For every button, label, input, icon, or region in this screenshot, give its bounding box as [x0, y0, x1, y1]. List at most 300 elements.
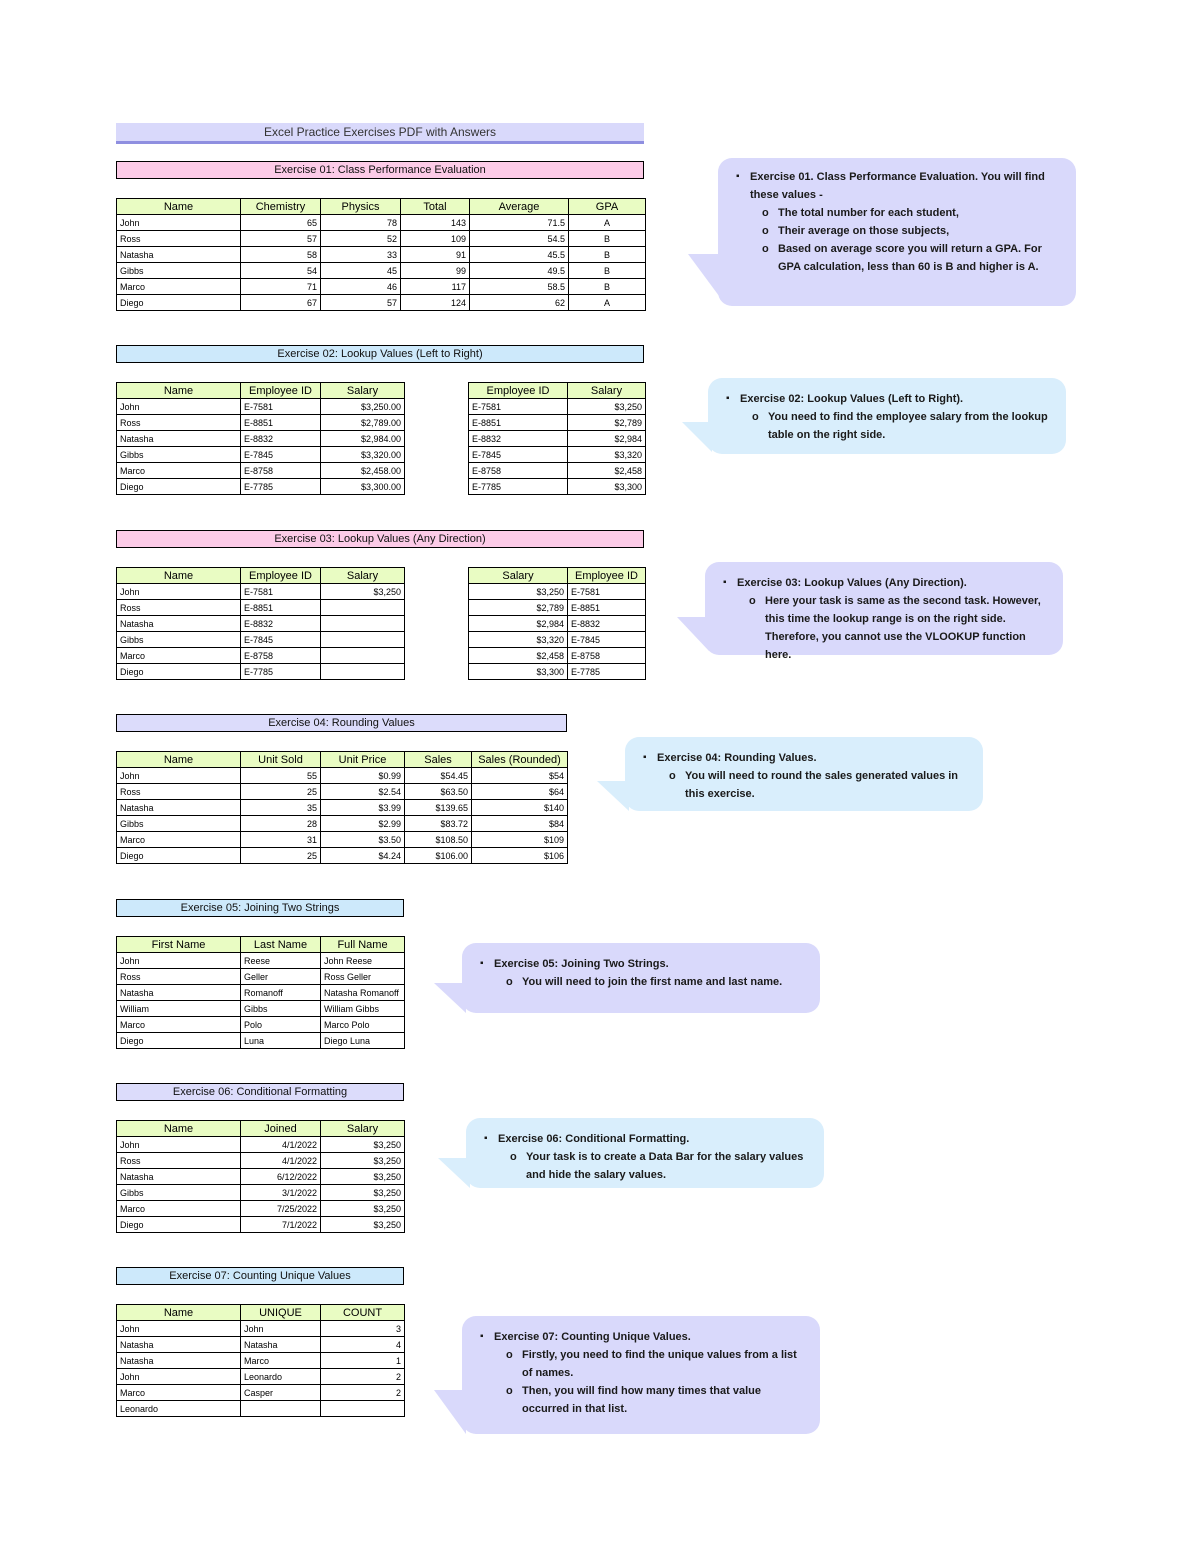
cell[interactable]: A — [569, 215, 646, 231]
cell[interactable]: 25 — [241, 784, 321, 800]
cell[interactable]: Geller — [241, 969, 321, 985]
cell[interactable]: 62 — [470, 295, 569, 311]
cell[interactable]: 67 — [241, 295, 321, 311]
table-row — [117, 784, 568, 800]
cell[interactable]: Gibbs — [117, 632, 241, 648]
cell[interactable]: E-8832 — [241, 616, 321, 632]
cell[interactable]: E-7845 — [241, 632, 321, 648]
callout-bullet — [657, 749, 967, 803]
cell[interactable]: 4/1/2022 — [241, 1137, 321, 1153]
exercise-01-callout — [718, 158, 1076, 306]
cell[interactable]: 54.5 — [470, 231, 569, 247]
cell[interactable]: E-7581 — [469, 399, 568, 415]
table-row — [117, 1369, 405, 1385]
callout-item: o Your task is to create a Data Bar for the salary values and hide the salary values. — [526, 1148, 808, 1184]
column-header: Unit Sold — [241, 752, 321, 768]
callout-item: o Their average on those subjects, — [778, 222, 1060, 240]
cell[interactable]: $3,320 — [469, 632, 568, 648]
cell[interactable]: John — [117, 1321, 241, 1337]
cell[interactable]: E-8851 — [241, 600, 321, 616]
callout-item: o Then, you will find how many times that value occurred in that list. — [522, 1382, 804, 1418]
cell[interactable]: E-8832 — [469, 431, 568, 447]
cell[interactable]: $106 — [472, 848, 568, 864]
cell[interactable]: Natasha — [117, 616, 241, 632]
cell[interactable]: 31 — [241, 832, 321, 848]
callout-tail — [434, 983, 466, 1013]
column-header: Unit Price — [321, 752, 405, 768]
cell[interactable]: Natasha — [117, 985, 241, 1001]
table-row — [117, 1185, 405, 1201]
cell[interactable]: 99 — [401, 263, 470, 279]
cell[interactable]: $0.99 — [321, 768, 405, 784]
exercise-01-table — [116, 198, 646, 311]
cell[interactable]: E-7785 — [469, 479, 568, 495]
cell[interactable]: Natasha — [117, 1169, 241, 1185]
column-header: Joined — [241, 1121, 321, 1137]
table-row — [117, 632, 405, 648]
table-row — [117, 848, 568, 864]
cell[interactable]: Gibbs — [117, 816, 241, 832]
callout-item: o You need to find the employee salary from the lookup table on the right side. — [768, 408, 1050, 444]
cell[interactable]: E-7845 — [241, 447, 321, 463]
cell[interactable]: Natasha — [117, 247, 241, 263]
cell[interactable]: $3,250 — [469, 584, 568, 600]
callout-item: o You will need to join the first name and last name. — [522, 973, 804, 991]
cell[interactable]: 33 — [321, 247, 401, 263]
cell[interactable]: E-7785 — [568, 664, 646, 680]
table-row — [117, 953, 405, 969]
callout-title: Exercise 03: Lookup Values (Any Direction). — [737, 577, 967, 589]
cell[interactable]: E-8832 — [241, 431, 321, 447]
table-row — [117, 463, 405, 479]
cell[interactable]: $2,458 — [568, 463, 646, 479]
cell[interactable]: 4/1/2022 — [241, 1153, 321, 1169]
cell[interactable] — [321, 648, 405, 664]
cell[interactable]: Marco — [117, 1017, 241, 1033]
table-row — [469, 399, 646, 415]
cell[interactable]: Ross — [117, 415, 241, 431]
cell[interactable]: $106.00 — [405, 848, 472, 864]
exercise-03-table — [116, 567, 405, 680]
cell[interactable]: 58.5 — [470, 279, 569, 295]
cell[interactable]: 2 — [321, 1369, 405, 1385]
cell[interactable]: Ross — [117, 231, 241, 247]
cell[interactable]: 52 — [321, 231, 401, 247]
cell[interactable]: B — [569, 231, 646, 247]
cell[interactable]: 109 — [401, 231, 470, 247]
callout-tail — [677, 617, 709, 651]
cell[interactable]: 49.5 — [470, 263, 569, 279]
cell[interactable]: Ross — [117, 969, 241, 985]
column-header: Salary — [321, 383, 405, 399]
cell[interactable]: $2,789 — [469, 600, 568, 616]
cell[interactable]: $2,789 — [568, 415, 646, 431]
cell[interactable]: 78 — [321, 215, 401, 231]
cell[interactable] — [321, 1401, 405, 1417]
cell[interactable]: 6/12/2022 — [241, 1169, 321, 1185]
cell[interactable]: $2.54 — [321, 784, 405, 800]
cell[interactable]: 57 — [321, 295, 401, 311]
cell[interactable]: $83.72 — [405, 816, 472, 832]
cell[interactable]: $3,250 — [321, 1137, 405, 1153]
cell[interactable]: Romanoff — [241, 985, 321, 1001]
column-header: Name — [117, 568, 241, 584]
cell[interactable]: B — [569, 247, 646, 263]
callout-bullet — [498, 1130, 808, 1184]
table-row — [117, 1033, 405, 1049]
cell[interactable]: E-8758 — [469, 463, 568, 479]
column-header: Last Name — [241, 937, 321, 953]
cell[interactable]: $3,300.00 — [321, 479, 405, 495]
cell[interactable]: Natasha — [117, 1353, 241, 1369]
table-row — [117, 832, 568, 848]
cell[interactable]: 4 — [321, 1337, 405, 1353]
column-header: Salary — [321, 1121, 405, 1137]
cell[interactable]: Diego — [117, 664, 241, 680]
cell[interactable]: $3.99 — [321, 800, 405, 816]
cell[interactable]: Ross — [117, 784, 241, 800]
cell[interactable]: 45.5 — [470, 247, 569, 263]
cell[interactable]: 54 — [241, 263, 321, 279]
table-row — [117, 1137, 405, 1153]
cell[interactable]: Diego — [117, 1217, 241, 1233]
callout-tail — [434, 1390, 466, 1434]
callout-title: Exercise 02: Lookup Values (Left to Right). — [740, 393, 964, 405]
callout-title: Exercise 06: Conditional Formatting. — [498, 1133, 690, 1145]
cell[interactable] — [321, 632, 405, 648]
cell[interactable]: Marco — [117, 1201, 241, 1217]
callout-title: Exercise 07: Counting Unique Values. — [494, 1331, 691, 1343]
cell[interactable]: Natasha Romanoff — [321, 985, 405, 1001]
cell[interactable]: 28 — [241, 816, 321, 832]
exercise-07-header: Exercise 07: Counting Unique Values — [116, 1267, 404, 1285]
cell[interactable]: 3 — [321, 1321, 405, 1337]
table-row — [469, 463, 646, 479]
cell[interactable]: $3.50 — [321, 832, 405, 848]
cell[interactable]: $4.24 — [321, 848, 405, 864]
table-row — [117, 1201, 405, 1217]
cell[interactable]: $3,250 — [321, 584, 405, 600]
column-header: Name — [117, 1121, 241, 1137]
cell[interactable]: Diego — [117, 295, 241, 311]
exercise-04-table — [116, 751, 568, 864]
table-row — [469, 431, 646, 447]
column-header: Physics — [321, 199, 401, 215]
cell[interactable]: $2,458 — [469, 648, 568, 664]
exercise-03-callout — [705, 562, 1063, 661]
cell[interactable] — [321, 664, 405, 680]
cell[interactable]: Luna — [241, 1033, 321, 1049]
cell[interactable]: 46 — [321, 279, 401, 295]
cell[interactable]: John Reese — [321, 953, 405, 969]
column-header: Employee ID — [469, 383, 568, 399]
exercise-07-table — [116, 1304, 405, 1417]
cell[interactable]: Marco — [117, 1385, 241, 1401]
column-header: Salary — [321, 568, 405, 584]
cell[interactable]: John — [117, 584, 241, 600]
cell[interactable]: Marco — [241, 1353, 321, 1369]
cell[interactable]: 7/1/2022 — [241, 1217, 321, 1233]
table-row — [117, 664, 405, 680]
cell[interactable]: E-8832 — [568, 616, 646, 632]
table-row — [117, 616, 405, 632]
cell[interactable]: $2,984 — [469, 616, 568, 632]
table-row — [117, 231, 646, 247]
exercise-06-table — [116, 1120, 405, 1233]
table-row — [469, 648, 646, 664]
callout-item: o The total number for each student, — [778, 204, 1060, 222]
table-row — [469, 632, 646, 648]
cell[interactable]: $2.99 — [321, 816, 405, 832]
callout-title: Exercise 05: Joining Two Strings. — [494, 958, 669, 970]
cell[interactable]: $108.50 — [405, 832, 472, 848]
cell[interactable]: Marco — [117, 463, 241, 479]
cell[interactable]: $2,984.00 — [321, 431, 405, 447]
cell[interactable]: $63.50 — [405, 784, 472, 800]
cell[interactable]: $54.45 — [405, 768, 472, 784]
cell[interactable]: 55 — [241, 768, 321, 784]
exercise-04-header: Exercise 04: Rounding Values — [116, 714, 567, 732]
cell[interactable]: E-7845 — [469, 447, 568, 463]
column-header: Employee ID — [568, 568, 646, 584]
cell[interactable]: E-8758 — [241, 648, 321, 664]
callout-bullet — [750, 168, 1060, 276]
table-row — [117, 1385, 405, 1401]
cell[interactable]: E-7845 — [568, 632, 646, 648]
cell[interactable]: $3,250 — [568, 399, 646, 415]
cell[interactable]: Natasha — [117, 800, 241, 816]
cell[interactable]: $2,984 — [568, 431, 646, 447]
cell[interactable]: Reese — [241, 953, 321, 969]
cell[interactable]: Ross — [117, 600, 241, 616]
cell[interactable]: 71.5 — [470, 215, 569, 231]
exercise-05-callout — [462, 943, 820, 1013]
table-row — [117, 1401, 405, 1417]
cell[interactable]: E-7581 — [241, 399, 321, 415]
cell[interactable]: E-7581 — [241, 584, 321, 600]
cell[interactable]: $3,250 — [321, 1169, 405, 1185]
cell[interactable]: $2,789.00 — [321, 415, 405, 431]
cell[interactable]: $2,458.00 — [321, 463, 405, 479]
table-row — [117, 816, 568, 832]
cell[interactable]: William Gibbs — [321, 1001, 405, 1017]
cell[interactable]: $54 — [472, 768, 568, 784]
cell[interactable]: $3,320 — [568, 447, 646, 463]
cell[interactable] — [321, 616, 405, 632]
table-row — [117, 1153, 405, 1169]
table-row — [117, 969, 405, 985]
cell[interactable]: 143 — [401, 215, 470, 231]
callout-bullet — [494, 1328, 804, 1418]
cell[interactable]: E-8758 — [568, 648, 646, 664]
table-row — [117, 800, 568, 816]
cell[interactable]: Marco — [117, 648, 241, 664]
table-row — [117, 584, 405, 600]
column-header: UNIQUE — [241, 1305, 321, 1321]
cell[interactable]: 65 — [241, 215, 321, 231]
callout-bullet — [737, 574, 1047, 664]
cell[interactable]: 57 — [241, 231, 321, 247]
cell[interactable]: $3,250 — [321, 1153, 405, 1169]
cell[interactable]: Gibbs — [117, 447, 241, 463]
cell[interactable]: Marco — [117, 279, 241, 295]
cell[interactable]: Polo — [241, 1017, 321, 1033]
cell[interactable]: Gibbs — [241, 1001, 321, 1017]
cell[interactable]: Ross Geller — [321, 969, 405, 985]
cell[interactable]: $3,300 — [469, 664, 568, 680]
page-title: Excel Practice Exercises PDF with Answers — [116, 123, 644, 144]
callout-tail — [682, 422, 712, 452]
table-row — [117, 1017, 405, 1033]
table-row — [469, 616, 646, 632]
cell[interactable]: Natasha — [241, 1337, 321, 1353]
cell[interactable]: 3/1/2022 — [241, 1185, 321, 1201]
table-row — [117, 768, 568, 784]
column-header: Sales — [405, 752, 472, 768]
exercise-05-header: Exercise 05: Joining Two Strings — [116, 899, 404, 917]
exercise-02-table — [116, 382, 405, 495]
cell[interactable]: John — [117, 1137, 241, 1153]
cell[interactable] — [321, 600, 405, 616]
exercise-04-callout — [625, 737, 983, 811]
column-header: Chemistry — [241, 199, 321, 215]
callout-item: o You will need to round the sales generated values in this exercise. — [685, 767, 967, 803]
cell[interactable]: Marco — [117, 832, 241, 848]
cell[interactable]: 71 — [241, 279, 321, 295]
table-row — [117, 279, 646, 295]
cell[interactable]: Casper — [241, 1385, 321, 1401]
cell[interactable]: Leonardo — [241, 1369, 321, 1385]
table-row — [469, 664, 646, 680]
cell[interactable]: John — [117, 953, 241, 969]
column-header: GPA — [569, 199, 646, 215]
cell[interactable]: Diego — [117, 479, 241, 495]
table-row — [117, 1321, 405, 1337]
cell[interactable]: $3,250.00 — [321, 399, 405, 415]
cell[interactable]: John — [117, 768, 241, 784]
cell[interactable]: $64 — [472, 784, 568, 800]
cell[interactable]: 25 — [241, 848, 321, 864]
cell[interactable]: John — [241, 1321, 321, 1337]
table-row — [469, 584, 646, 600]
callout-bullet — [740, 390, 1050, 444]
table-row — [117, 295, 646, 311]
table-row — [117, 399, 405, 415]
cell[interactable]: Marco Polo — [321, 1017, 405, 1033]
cell[interactable]: 7/25/2022 — [241, 1201, 321, 1217]
table-row — [469, 479, 646, 495]
cell[interactable]: Natasha — [117, 431, 241, 447]
cell[interactable]: Diego — [117, 1033, 241, 1049]
cell[interactable]: Natasha — [117, 1337, 241, 1353]
cell[interactable]: $84 — [472, 816, 568, 832]
cell[interactable]: 58 — [241, 247, 321, 263]
cell[interactable]: John — [117, 215, 241, 231]
table-row — [117, 415, 405, 431]
column-header: Salary — [469, 568, 568, 584]
table-row — [117, 648, 405, 664]
cell[interactable]: $3,300 — [568, 479, 646, 495]
cell[interactable]: $3,250 — [321, 1201, 405, 1217]
table-row — [117, 215, 646, 231]
cell[interactable]: 1 — [321, 1353, 405, 1369]
column-header: Name — [117, 752, 241, 768]
table-row — [117, 431, 405, 447]
column-header: Total — [401, 199, 470, 215]
cell[interactable]: E-8851 — [568, 600, 646, 616]
cell[interactable]: $139.65 — [405, 800, 472, 816]
column-header: Average — [470, 199, 569, 215]
table-row — [117, 479, 405, 495]
table-row — [469, 447, 646, 463]
cell[interactable]: E-7581 — [568, 584, 646, 600]
cell[interactable]: Diego — [117, 848, 241, 864]
table-row — [117, 447, 405, 463]
table-row — [469, 415, 646, 431]
cell[interactable]: E-8851 — [241, 415, 321, 431]
column-header: COUNT — [321, 1305, 405, 1321]
cell[interactable]: E-8851 — [469, 415, 568, 431]
cell[interactable]: E-7785 — [241, 479, 321, 495]
table-row — [117, 1353, 405, 1369]
exercise-02-callout — [708, 378, 1066, 454]
cell[interactable]: A — [569, 295, 646, 311]
table-row — [117, 1217, 405, 1233]
column-header: First Name — [117, 937, 241, 953]
cell[interactable]: E-7785 — [241, 664, 321, 680]
cell[interactable]: John — [117, 399, 241, 415]
cell[interactable]: $3,250 — [321, 1217, 405, 1233]
exercise-05-table — [116, 936, 405, 1049]
cell[interactable]: John — [117, 1369, 241, 1385]
cell[interactable]: $140 — [472, 800, 568, 816]
callout-title: Exercise 04: Rounding Values. — [657, 752, 817, 764]
cell[interactable] — [241, 1401, 321, 1417]
cell[interactable]: 45 — [321, 263, 401, 279]
cell[interactable]: B — [569, 263, 646, 279]
cell[interactable]: Gibbs — [117, 263, 241, 279]
cell[interactable]: Diego Luna — [321, 1033, 405, 1049]
cell[interactable]: 91 — [401, 247, 470, 263]
cell[interactable]: 117 — [401, 279, 470, 295]
column-header: Employee ID — [241, 568, 321, 584]
cell[interactable]: William — [117, 1001, 241, 1017]
table-row — [117, 985, 405, 1001]
column-header: Sales (Rounded) — [472, 752, 568, 768]
table-row — [117, 1169, 405, 1185]
exercise-01-header: Exercise 01: Class Performance Evaluation — [116, 161, 644, 179]
cell[interactable]: 2 — [321, 1385, 405, 1401]
callout-bullet — [494, 955, 804, 991]
cell[interactable]: E-8758 — [241, 463, 321, 479]
column-header: Name — [117, 1305, 241, 1321]
table-row — [469, 600, 646, 616]
cell[interactable]: $3,320.00 — [321, 447, 405, 463]
cell[interactable]: $109 — [472, 832, 568, 848]
cell[interactable]: 35 — [241, 800, 321, 816]
cell[interactable]: 124 — [401, 295, 470, 311]
cell[interactable]: Gibbs — [117, 1185, 241, 1201]
cell[interactable]: Ross — [117, 1153, 241, 1169]
callout-title: Exercise 01. Class Performance Evaluation. — [750, 171, 979, 183]
cell[interactable]: Leonardo — [117, 1401, 241, 1417]
cell[interactable]: B — [569, 279, 646, 295]
exercise-06-callout — [466, 1118, 824, 1188]
column-header: Employee ID — [241, 383, 321, 399]
exercise-02-header: Exercise 02: Lookup Values (Left to Right) — [116, 345, 644, 363]
callout-intro: You will find these values - — [750, 171, 1045, 201]
cell[interactable]: $3,250 — [321, 1185, 405, 1201]
